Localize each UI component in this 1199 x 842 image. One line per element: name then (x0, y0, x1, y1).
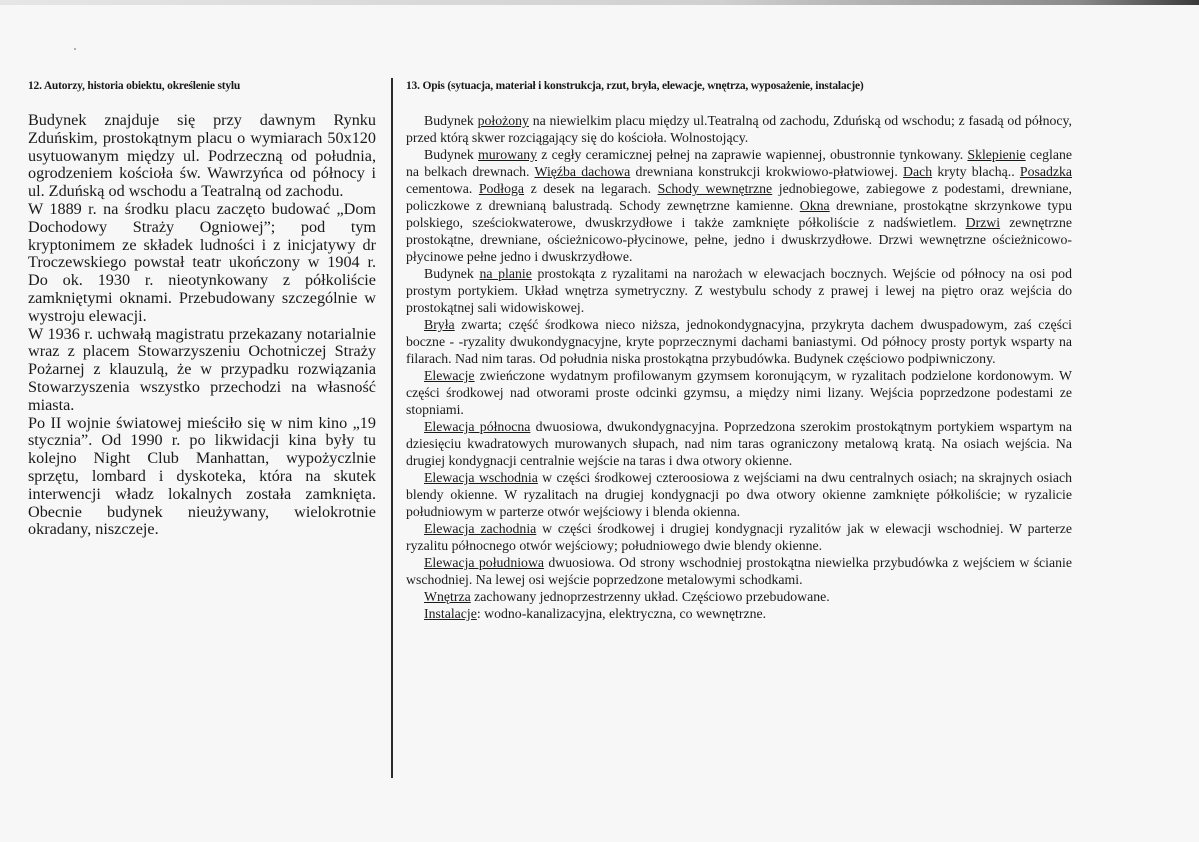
section-13-body (406, 112, 1072, 622)
description-paragraph-west-facade: Elewacja zachodnia w części środkowej i drugiej kondygnacji ryzalitów jak w elewacji wschodniej. W parterze ryzalitu północnego otwór wejściowy; południowego dwie blendy okienne. (406, 521, 1072, 553)
description-paragraph-interiors: Wnętrza zachowany jednoprzestrzenny układ. Częściowo przebudowane. (424, 589, 830, 604)
section-13-heading: 13. Opis (sytuacja, materiał i konstrukcja, rzut, bryła, elewacje, wnętrza, wyposażenie, instalacje) (406, 80, 864, 92)
description-paragraph-facades: Elewacje zwieńczone wydatnym profilowanym gzymsem koronującym, w ryzalitach podzielone kordonowym. W części środkowej nad otworami proste odcinki gzymsu, a między nimi lizany. Wejścia poprzedzone podestami ze stopniami. (406, 368, 1072, 417)
column-divider (391, 78, 393, 778)
description-paragraph-installations: Instalacje: wodno-kanalizacyjna, elektryczna, co wewnętrzne. (424, 606, 767, 621)
description-paragraph-location: Budynek położony na niewielkim placu między ul.Teatralną od zachodu, Zduńską od wschodu; z fasadą od północy, przed którą skwer rozciągający się do kościoła. Wolnostojący. (406, 113, 1072, 145)
scan-speck (74, 48, 76, 50)
history-paragraph: Po II wojnie światowej mieściło się w nim kino „19 stycznia”. Od 1990 r. po likwidacji kina były tu kolejno Night Club Manhattan, wypożyczlnie sprzętu, lombard i dyskoteka, która na skutek interwencji władz lokalnych została zamknięta. Obecnie budynek nieużywany, wielokrotnie okradany, niszczeje. (28, 413, 376, 539)
section-12-heading: 12. Autorzy, historia obiektu, określenie stylu (28, 80, 241, 92)
section-12-column (28, 80, 376, 539)
description-paragraph-east-facade: Elewacja wschodnia w części środkowej czteroosiowa z wejściami na dwu centralnych osiach; na skrajnych osiach blendy okienne. W ryzalitach na drugiej kondygnacji po dwa otwory okienne zamknięte półkoliście; w ryzalicie południowym w parterze otwór wejściowy i blenda okienna. (406, 470, 1072, 519)
description-paragraph-materials: Budynek murowany z cegły ceramicznej pełnej na zaprawie wapiennej, obustronnie tynkowany. Sklepienie ceglane na belkach drewnach. Więźba dachowa drewniana konstrukcji krokwiowo-płatwiowej. Dach kryty blachą.. Posadzka cementowa. Podłoga z desek na legarach. Schody wewnętrzne jednobiegowe, zabiegowe z podestami, drewniane, policzkowe z drewnianą balustradą. Schody zewnętrzne kamienne. Okna drewniane, prostokątne skrzynkowe typu polskiego, sześciokwaterowe, dwuskrzydłowe i także zamknięte półkoliście z nadświetlem. Drzwi zewnętrzne prostokątne, drewniane, ościeżnicowo-płycinowe, pełne, jedno i dwuskrzydłowe. Drzwi wewnętrzne ościeżnicowo-płycinowe pełne jedno i dwuskrzydłowe. (406, 147, 1072, 264)
history-paragraph: W 1936 r. uchwałą magistratu przekazany notarialnie wraz z placem Stowarzyszeniu Ochotniczej Straży Pożarnej z klauzulą, że w przypadku rozwiązania Stowarzyszenia wszystko przechodzi na własność miasta. (28, 324, 376, 414)
history-paragraph: Budynek znajduje się przy dawnym Rynku Zduńskim, prostokątnym placu o wymiarach 50x120 usytuowanym między ul. Podrzeczną od południa, ogrodzeniem kościoła św. Wawrzyńca od północy i ul. Zduńską od wschodu a Teatralną od zachodu. (28, 111, 376, 201)
description-paragraph-north-facade: Elewacja północna dwuosiowa, dwukondygnacyjna. Poprzedzona szerokim prostokątnym portykiem wspartym na dziesięciu kwadratowych murowanych słupach, nad nim taras ograniczony metalową kratą. Na osiach wejścia. Na drugiej kondygnacji centralnie wejście na taras i dwa otwory okienne. (406, 419, 1072, 468)
description-paragraph-massing: Bryła zwarta; część środkowa nieco niższa, jednokondygnacyjna, przykryta dachem dwuspadowym, zaś części boczne - -ryzality dwukondygnacyjne, kryte poprzecznymi dachami baniastymi. Od północy prosty portyk wsparty na filarach. Nad nim taras. Od południa niska prostokątna przybudówka. Budynek częściowo podpiwniczony. (406, 317, 1072, 366)
description-paragraph-south-facade: Elewacja południowa dwuosiowa. Od strony wschodniej prostokątna niewielka przybudówka z wejściem w ścianie wschodniej. Na lewej osi wejście poprzedzone metalowymi schodkami. (406, 555, 1072, 587)
section-13-column (406, 80, 1072, 622)
section-12-body (28, 112, 376, 539)
history-paragraph: W 1889 r. na środku placu zaczęto budować „Dom Dochodowy Straży Ogniowej”; pod tym kryptonimem ze składek ludności i z inicjatywy dr Troczewskiego powstał teatr ukończony w 1904 r. Do ok. 1930 r. nieotynkowany z półkoliście zamkniętymi oknami. Przebudowany szczególnie w wystroju elewacji. (28, 199, 376, 325)
description-paragraph-plan: Budynek na planie prostokąta z ryzalitami na narożach w elewacjach bocznych. Wejście od północy na osi pod prostym portykiem. Układ wnętrza symetryczny. Z westybulu schody z prawej i lewej na piętro oraz wejścia do prostokątnej sali widowiskowej. (406, 266, 1072, 315)
scan-top-edge (0, 0, 1199, 5)
